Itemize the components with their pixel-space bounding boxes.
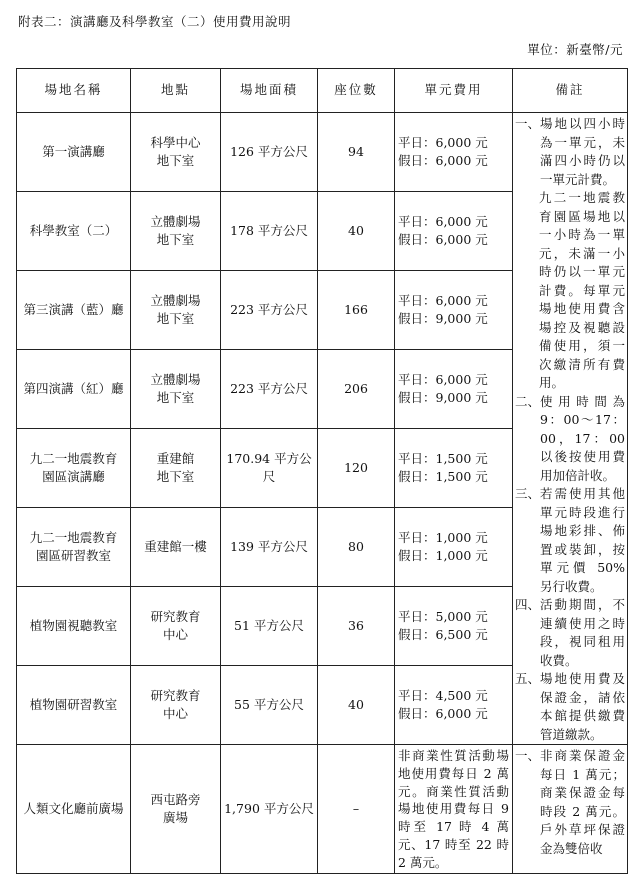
venue-area: 1,790 平方公尺 xyxy=(221,745,318,874)
weekday-fee: 平日：1,000 元 xyxy=(398,529,488,545)
venue-location: 立體劇場 地下室 xyxy=(131,192,221,271)
weekday-fee: 平日：5,000 元 xyxy=(398,608,488,624)
venue-area: 51 平方公尺 xyxy=(221,587,318,666)
venue-location: 科學中心 地下室 xyxy=(131,113,221,192)
header-remarks: 備註 xyxy=(513,69,628,113)
venue-seats: 40 xyxy=(318,192,395,271)
header-name: 場地名稱 xyxy=(17,69,131,113)
venue-fee xyxy=(395,429,513,508)
holiday-fee: 假日：6,500 元 xyxy=(398,627,488,642)
remark-number: 一、 xyxy=(515,748,541,763)
venue-name: 植物園視聽教室 xyxy=(17,587,131,666)
remark-item xyxy=(515,670,625,744)
remark-text: 使用時間為 9：00～17：00，17：00 以後按使用費用加倍計收。 xyxy=(540,393,625,483)
venue-location: 研究教育 中心 xyxy=(131,587,221,666)
venue-fee xyxy=(395,508,513,587)
remark-text: 活動期間，不連續使用之時段，視同租用收費。 xyxy=(540,597,625,668)
header-location: 地點 xyxy=(131,69,221,113)
remark-text: 若需使用其他單元時段進行場地彩排、佈置或裝卸，按單元價 50% 另行收費。 xyxy=(540,486,625,594)
weekday-fee: 平日：6,000 元 xyxy=(398,213,488,229)
venue-seats: 40 xyxy=(318,666,395,745)
holiday-fee: 假日：6,000 元 xyxy=(398,153,488,168)
venue-name: 植物園研習教室 xyxy=(17,666,131,745)
remarks-cell xyxy=(513,113,628,745)
holiday-fee: 假日：9,000 元 xyxy=(398,390,488,405)
venue-name: 科學教室（二） xyxy=(17,192,131,271)
holiday-fee: 假日：1,500 元 xyxy=(398,469,488,484)
remark-text: 非商業保證金每日 1 萬元；商業保證金每時段 2 萬元。戶外草坪保證金為雙倍收 xyxy=(540,748,625,856)
remark-number: 五、 xyxy=(515,671,541,686)
venue-fee-description: 非商業性質活動場地使用費每日 2 萬元。商業性質活動場地使用費每日 9 時至 17 時 4 萬元、17 時至 22 時 2 萬元。 xyxy=(395,745,513,874)
venue-seats: 166 xyxy=(318,271,395,350)
header-row xyxy=(17,69,628,113)
header-area: 場地面積 xyxy=(221,69,318,113)
header-fee: 單元費用 xyxy=(395,69,513,113)
remark-text: 場地以四小時為一單元，未滿四小時仍以一單元計費。 xyxy=(540,116,625,187)
currency-unit: 單位：新臺幣/元 xyxy=(527,42,623,57)
venue-area: 178 平方公尺 xyxy=(221,192,318,271)
venue-area: 223 平方公尺 xyxy=(221,271,318,350)
venue-name: 人類文化廳前廣場 xyxy=(17,745,131,874)
venue-location: 研究教育 中心 xyxy=(131,666,221,745)
venue-name: 第三演講（藍）廳 xyxy=(17,271,131,350)
table-row xyxy=(17,745,628,874)
holiday-fee: 假日：1,000 元 xyxy=(398,548,488,563)
venue-fee xyxy=(395,587,513,666)
venue-area: 170.94 平方公 尺 xyxy=(221,429,318,508)
venue-name: 九二一地震教育 園區研習教室 xyxy=(17,508,131,587)
venue-name: 第一演講廳 xyxy=(17,113,131,192)
remark-number: 一、 xyxy=(515,116,541,131)
weekday-fee: 平日：6,000 元 xyxy=(398,292,488,308)
remark-item xyxy=(515,596,625,670)
weekday-fee: 平日：1,500 元 xyxy=(398,450,488,466)
remark-text: 九二一地震教育園區場地以一小時為一單元，未滿一小時仍以一單元計費。每單元場地使用費含場控及視聽設備使用，須一次繳清所有費用。 xyxy=(539,190,625,390)
remark-item xyxy=(515,747,625,858)
venue-seats: 94 xyxy=(318,113,395,192)
plaza-remarks-cell xyxy=(513,745,628,874)
venue-area: 223 平方公尺 xyxy=(221,350,318,429)
table-caption: 附表二：演講廳及科學教室（二）使用費用說明 xyxy=(18,14,292,29)
weekday-fee: 平日：6,000 元 xyxy=(398,134,488,150)
venue-area: 126 平方公尺 xyxy=(221,113,318,192)
venue-fee xyxy=(395,113,513,192)
venue-seats: 80 xyxy=(318,508,395,587)
venue-name: 九二一地震教育 園區演講廳 xyxy=(17,429,131,508)
holiday-fee: 假日：9,000 元 xyxy=(398,311,488,326)
remark-number: 二、 xyxy=(515,393,541,409)
remark-item xyxy=(515,393,625,486)
header-seats: 座位數 xyxy=(318,69,395,113)
venue-location: 重建館 地下室 xyxy=(131,429,221,508)
venue-location: 立體劇場 地下室 xyxy=(131,271,221,350)
venue-name: 第四演講（紅）廳 xyxy=(17,350,131,429)
remark-number: 四、 xyxy=(515,597,541,612)
holiday-fee: 假日：6,000 元 xyxy=(398,706,488,721)
venue-location: 立體劇場 地下室 xyxy=(131,350,221,429)
holiday-fee: 假日：6,000 元 xyxy=(398,232,488,247)
remark-number xyxy=(515,189,539,393)
venue-seats: 36 xyxy=(318,587,395,666)
weekday-fee: 平日：4,500 元 xyxy=(398,687,488,703)
remark-number: 三、 xyxy=(515,486,541,501)
venue-seats: – xyxy=(318,745,395,874)
remark-text: 場地使用費及保證金，請依本館提供繳費管道繳款。 xyxy=(540,671,625,742)
venue-location: 西屯路旁 廣場 xyxy=(131,745,221,874)
venue-area: 139 平方公尺 xyxy=(221,508,318,587)
venue-fee xyxy=(395,666,513,745)
remark-item xyxy=(515,485,625,596)
venue-seats: 120 xyxy=(318,429,395,508)
weekday-fee: 平日：6,000 元 xyxy=(398,371,488,387)
venue-fee xyxy=(395,192,513,271)
venue-area: 55 平方公尺 xyxy=(221,666,318,745)
table-row xyxy=(17,113,628,192)
venue-location: 重建館一樓 xyxy=(131,508,221,587)
fee-table xyxy=(16,68,628,874)
venue-fee xyxy=(395,271,513,350)
remark-item xyxy=(515,189,625,393)
venue-fee xyxy=(395,350,513,429)
remark-item xyxy=(515,115,625,189)
venue-seats: 206 xyxy=(318,350,395,429)
